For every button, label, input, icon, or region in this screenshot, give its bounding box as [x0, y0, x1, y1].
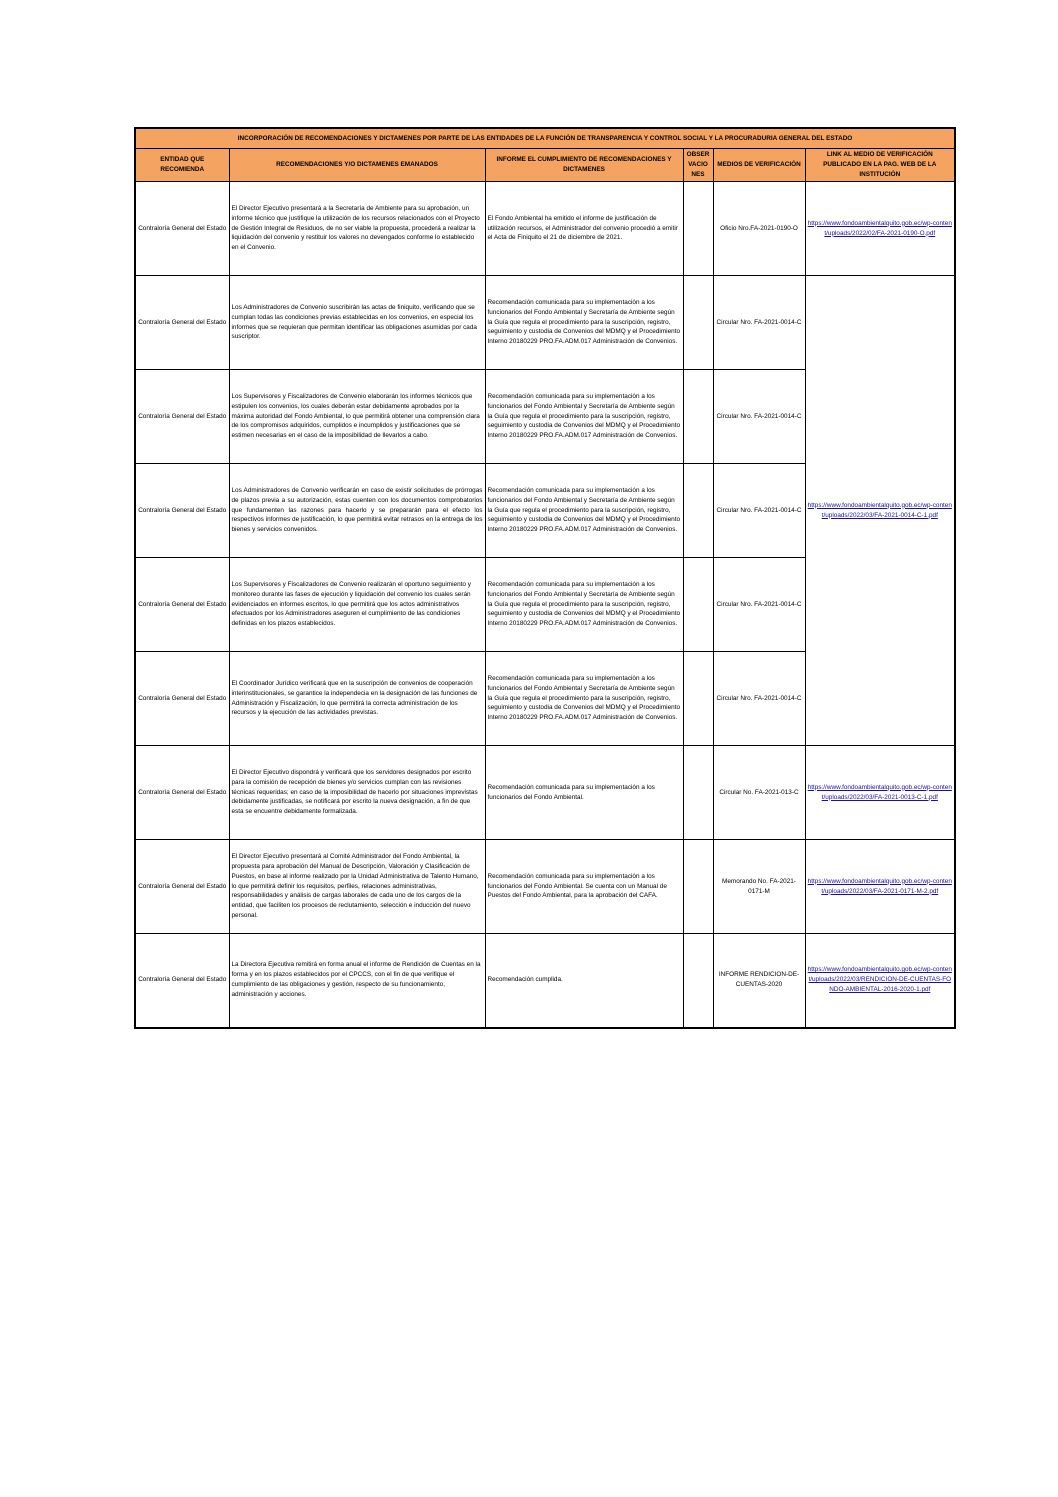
report-cell: Recomendación cumplida.: [485, 934, 683, 1028]
recommendation-cell: Los Administradores de Convenio verificarán en caso de existir solicitudes de prórrogas de plazos previa a su autorización, estas cuenten con los documentos comprobatorios que fundamenten las razones para hacerlo y se prepararán para el efecto los respectivos informes de justificación, lo que permitirá evitar retrasos en la entrega de los bienes y servicios convenidos.: [229, 464, 485, 558]
report-cell: Recomendación comunicada para su implementación a los funcionarios del Fondo Ambiental.: [485, 746, 683, 840]
header-observations: OBSER VACIO NES: [683, 149, 713, 182]
entity-cell: Contraloría General del Estado: [135, 182, 229, 276]
table-row: [135, 276, 955, 370]
means-cell: Memorando No. FA-2021-0171-M: [713, 840, 805, 934]
verification-link[interactable]: https://www.fondoambientalquito.gob.ec/wp-content/uploads/2022/03/RENDICION-DE-CUENTAS-FONDO-AMBIENTAL-2016-2020-1.pdf: [807, 966, 952, 994]
observations-cell: [683, 652, 713, 746]
table-row: [135, 182, 955, 276]
table-title: INCORPORACIÓN DE RECOMENDACIONES Y DICTAMENES POR PARTE DE LAS ENTIDADES DE LA FUNCIÓN DE TRANSPARENCIA Y CONTROL SOCIAL Y LA PROCURADURIA GENERAL DEL ESTADO: [135, 128, 955, 149]
header-entity: ENTIDAD QUE RECOMIENDA: [135, 149, 229, 182]
means-cell: Circular Nro. FA-2021-0014-C: [713, 370, 805, 464]
verification-link[interactable]: https://www.fondoambientalquito.gob.ec/wp-content/uploads/2022/02/FA-2021-0190-O.pdf: [807, 219, 952, 237]
header-report: INFORME EL CUMPLIMIENTO DE RECOMENDACIONES Y DICTAMENES: [485, 149, 683, 182]
means-cell: Circular No. FA-2021-013-C: [713, 746, 805, 840]
entity-cell: Contraloría General del Estado: [135, 746, 229, 840]
recommendation-cell: El Director Ejecutivo presentará a la Secretaría de Ambiente para su aprobación, un informe técnico que justifique la utilización de los recursos relacionados con el Proyecto de Gestión Integral de Residuos, de no ser viable la propuesta, procederá a realizar la liquidación del convenio y restituir los valores no devengados conforme lo establecido en el Convenio.: [229, 182, 485, 276]
table-row: [135, 934, 955, 1028]
report-cell: Recomendación comunicada para su implementación a los funcionarios del Fondo Ambiental. Se cuenta con un Manual de Puestos del Fondo Ambiental, para la aprobación del CAFA.: [485, 840, 683, 934]
report-cell: El Fondo Ambiental ha emitido el informe de justificación de utilización recursos, el Administrador del convenio procedió a emitir el Acta de Finiquito el 21 de diciembre de 2021.: [485, 182, 683, 276]
recommendation-cell: Los Supervisores y Fiscalizadores de Convenio realizarán el oportuno seguimiento y monitoreo durante las fases de ejecución y liquidación del convenio los cuales serán evidenciados en informes escritos, lo que permitirá que los actos administrativos efectuados por los Administradores aseguren el cumplimiento de las condiciones definidas en los plazos establecidos.: [229, 558, 485, 652]
link-cell: [805, 276, 955, 746]
header-recommendations: RECOMENDACIONES Y/O DICTAMENES EMANADOS: [229, 149, 485, 182]
header-means: MEDIOS DE VERIFICACIÓN: [713, 149, 805, 182]
recommendation-cell: Los Administradores de Convenio suscribirán las actas de finiquito, verificando que se cumplan todas las condiciones previas establecidas en los convenios, en especial los informes que se requieran que permitan identificar las obligaciones asumidas por cada suscriptor.: [229, 276, 485, 370]
observations-cell: [683, 840, 713, 934]
link-cell: [805, 746, 955, 840]
recommendation-cell: El Director Ejecutivo presentará al Comité Administrador del Fondo Ambiental, la propuesta para aprobación del Manual de Descripción, Valoración y Clasificación de Puestos, en base al informe realizado por la Unidad Administrativa de Talento Humano, lo que permitirá definir los requisitos, perfiles, relaciones administrativas, responsabilidades y análisis de cargas laborales de cada uno de los cargos de la entidad, que faciliten los procesos de reclutamiento, selección e inducción del nuevo personal.: [229, 840, 485, 934]
link-cell: [805, 840, 955, 934]
verification-link[interactable]: https://www.fondoambientalquito.gob.ec/wp-content/uploads/2022/03/FA-2021-0171-M-2.pdf: [807, 877, 952, 895]
table-row: [135, 840, 955, 934]
recommendation-cell: El Director Ejecutivo dispondrá y verificará que los servidores designados por escrito para la comisión de recepción de bienes y/o servicios cumplan con las revisiones técnicas requeridas; en caso de la imposibilidad de hacerlo por situaciones imprevistas debidamente justificadas, se notificará por escrito la nueva designación, a fin de que esta se encuentre debidamente formalizada.: [229, 746, 485, 840]
report-cell: Recomendación comunicada para su implementación a los funcionarios del Fondo Ambiental y Secretaría de Ambiente según la Guía que regula el procedimiento para la suscripción, registro, seguimiento y custodia de Convenios del MDMQ y el Procedimiento Interno 20180229 PRO.FA.ADM.017 Administración de Convenios.: [485, 464, 683, 558]
observations-cell: [683, 934, 713, 1028]
entity-cell: Contraloría General del Estado: [135, 558, 229, 652]
link-cell: [805, 934, 955, 1028]
header-link: LINK AL MEDIO DE VERIFICACIÓN PUBLICADO EN LA PAG. WEB DE LA INSTITUCIÓN: [805, 149, 955, 182]
entity-cell: Contraloría General del Estado: [135, 370, 229, 464]
entity-cell: Contraloría General del Estado: [135, 276, 229, 370]
means-cell: Circular Nro. FA-2021-0014-C: [713, 464, 805, 558]
observations-cell: [683, 276, 713, 370]
recommendation-cell: El Coordinador Jurídico verificará que en la suscripción de convenios de cooperación interinstitucionales, se garantice la independecia en la designación de las funciones de Administración y Fiscalización, lo que permitirá la correcta administración de los recursos y la ejecución de las actividades previstas.: [229, 652, 485, 746]
observations-cell: [683, 370, 713, 464]
report-cell: Recomendación comunicada para su implementación a los funcionarios del Fondo Ambiental y Secretaría de Ambiente según la Guía que regula el procedimiento para la suscripción, registro, seguimiento y custodia de Convenios del MDMQ y el Procedimiento Interno 20180229 PRO.FA.ADM.017 Administración de Convenios.: [485, 558, 683, 652]
entity-cell: Contraloría General del Estado: [135, 934, 229, 1028]
observations-cell: [683, 182, 713, 276]
report-cell: Recomendación comunicada para su implementación a los funcionarios del Fondo Ambiental y Secretaría de Ambiente según la Guía que regula el procedimiento para la suscripción, registro, seguimiento y custodia de Convenios del MDMQ y el Procedimiento Interno 20180229 PRO.FA.ADM.017 Administración de Convenios.: [485, 652, 683, 746]
observations-cell: [683, 464, 713, 558]
observations-cell: [683, 746, 713, 840]
entity-cell: Contraloría General del Estado: [135, 464, 229, 558]
table-row: [135, 746, 955, 840]
verification-link[interactable]: https://www.fondoambientalquito.gob.ec/wp-content/uploads/2022/03/FA-2021-0013-C-1.pdf: [807, 783, 952, 801]
recommendation-cell: La Directora Ejecutiva remitirá en forma anual el informe de Rendición de Cuentas en la forma y en los plazos establecidos por el CPCCS, con el fin de que verifique el cumplimiento de las obligaciones y gestión, respecto de su funcionamiento, administración y acciones.: [229, 934, 485, 1028]
means-cell: Circular Nro. FA-2021-0014-C: [713, 652, 805, 746]
observations-cell: [683, 558, 713, 652]
recommendation-cell: Los Supervisores y Fiscalizadores de Convenio elaborarán los informes técnicos que estipulen los convenios, los cuales deberán estar debidamente aprobados por la máxima autoridad del Fondo Ambiental, lo que permitirá obtener una comprensión clara de los compromisos adquiridos, cumplidos e incumplidos y justificaciones que se estimen necesarias en el caso de la imposibilidad de llevarlos a cabo.: [229, 370, 485, 464]
entity-cell: Contraloría General del Estado: [135, 652, 229, 746]
means-cell: Circular Nro. FA-2021-0014-C: [713, 276, 805, 370]
link-cell: [805, 182, 955, 276]
recommendations-table: [134, 127, 956, 1029]
verification-link[interactable]: https://www.fondoambientalquito.gob.ec/wp-content/uploads/2022/03/FA-2021-0014-C-1.pdf: [807, 501, 952, 519]
means-cell: Oficio Nro.FA-2021-0190-O: [713, 182, 805, 276]
means-cell: INFORME RENDICION-DE-CUENTAS-2020: [713, 934, 805, 1028]
report-cell: Recomendación comunicada para su implementación a los funcionarios del Fondo Ambiental y Secretaría de Ambiente según la Guía que regula el procedimiento para la suscripción, registro, seguimiento y custodia de Convenios del MDMQ y el Procedimiento Interno 20180229 PRO.FA.ADM.017 Administración de Convenios.: [485, 370, 683, 464]
entity-cell: Contraloría General del Estado: [135, 840, 229, 934]
report-cell: Recomendación comunicada para su implementación a los funcionarios del Fondo Ambiental y Secretaría de Ambiente según la Guía que regula el procedimiento para la suscripción, registro, seguimiento y custodia de Convenios del MDMQ y el Procedimiento Interno 20180229 PRO.FA.ADM.017 Administración de Convenios.: [485, 276, 683, 370]
means-cell: Circular Nro. FA-2021-0014-C: [713, 558, 805, 652]
